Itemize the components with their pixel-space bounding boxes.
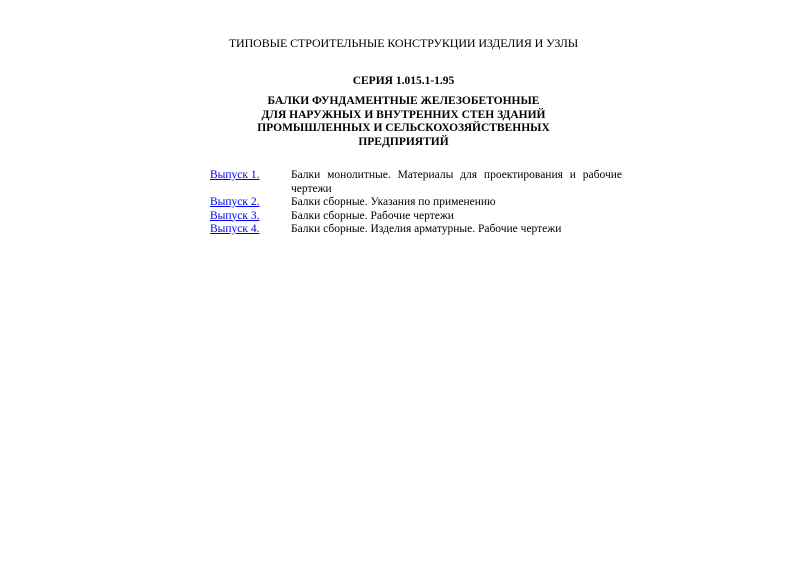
issue-description-1: Балки монолитные. Материалы для проектирования и рабочие чертежи: [291, 169, 622, 195]
issue-link-3[interactable]: Выпуск 3.: [210, 209, 260, 222]
issue-link-1[interactable]: Выпуск 1.: [210, 169, 260, 181]
issue-description-3: Балки сборные. Рабочие чертежи: [291, 209, 454, 222]
title-line-4: ПРЕДПРИЯТИЙ: [358, 135, 449, 148]
issue-description-2: Балки сборные. Указания по применению: [291, 196, 496, 208]
issue-description-4: Балки сборные. Изделия арматурные. Рабочие чертежи: [291, 223, 562, 235]
issue-link-4[interactable]: Выпуск 4.: [210, 223, 260, 235]
collection-title: ТИПОВЫЕ СТРОИТЕЛЬНЫЕ КОНСТРУКЦИИ ИЗДЕЛИЯ И УЗЛЫ: [228, 36, 579, 50]
title-line-2: ДЛЯ НАРУЖНЫХ И ВНУТРЕННИХ СТЕН ЗДАНИЙ: [261, 108, 546, 121]
title-line-1: БАЛКИ ФУНДАМЕНТНЫЕ ЖЕЛЕЗОБЕТОННЫЕ: [267, 95, 540, 107]
series-number: СЕРИЯ 1.015.1-1.95: [352, 75, 455, 87]
title-line-3: ПРОМЫШЛЕННЫХ И СЕЛЬСКОХОЗЯЙСТВЕННЫХ: [257, 122, 550, 134]
issue-row-2: [210, 196, 622, 210]
issue-row-4: [210, 223, 622, 237]
issue-row-3: [210, 210, 622, 224]
issues-list: [210, 169, 622, 237]
issue-row-1: [210, 169, 622, 196]
document-title: [0, 95, 807, 149]
issue-link-2[interactable]: Выпуск 2.: [210, 196, 260, 208]
